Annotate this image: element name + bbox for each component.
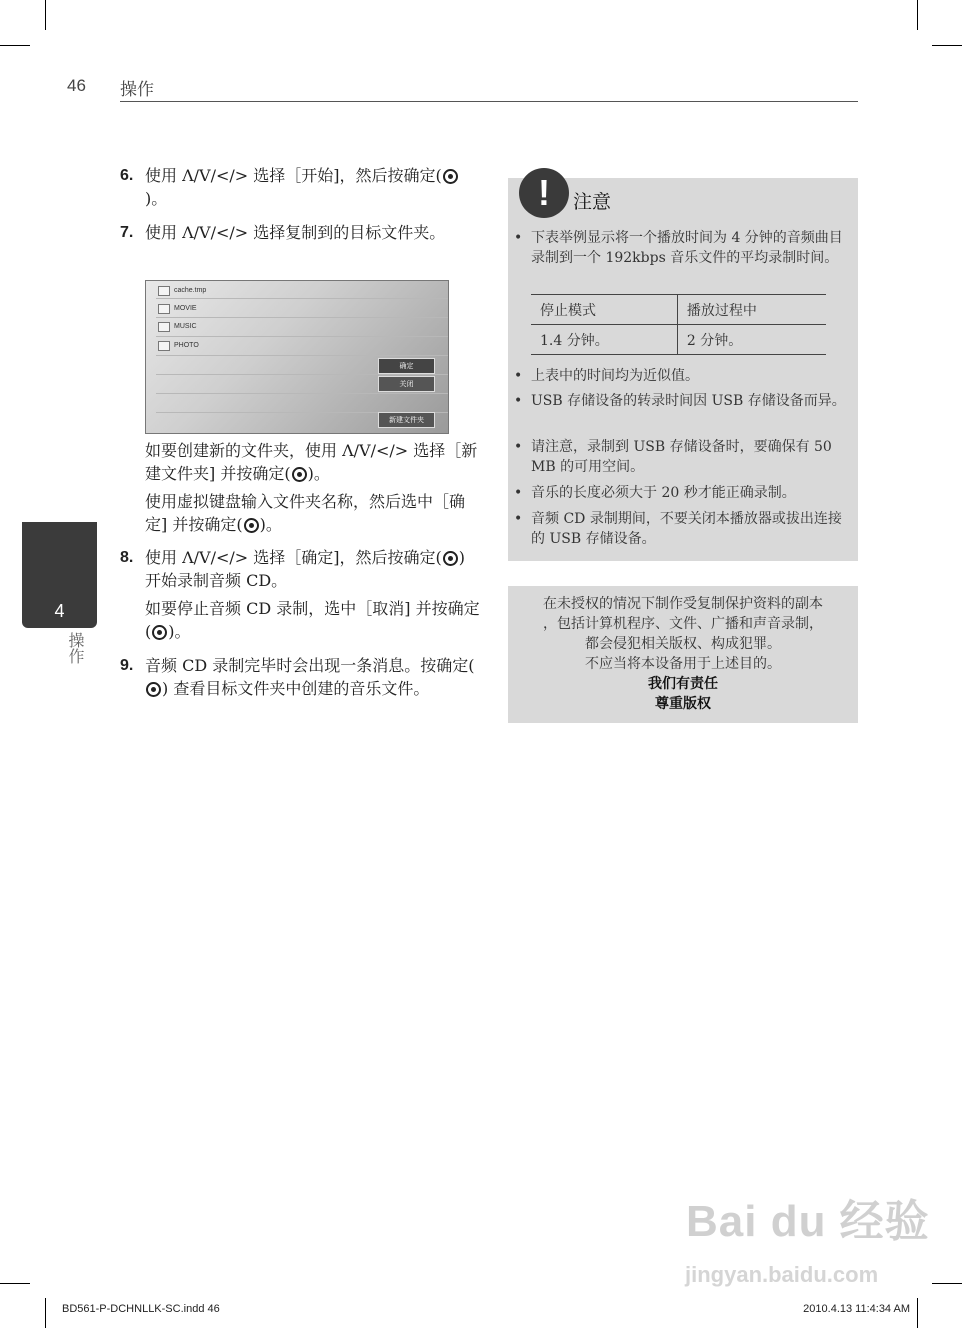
folder-name: PHOTO	[174, 342, 199, 349]
crop-mark	[917, 0, 918, 30]
step-number: 7.	[120, 224, 134, 241]
paragraph-text: 如要创建新的文件夹，使用 Λ/V/</> 选择［新建文件夹] 并按确定(	[145, 441, 478, 483]
step-number: 8.	[120, 549, 134, 566]
footer-file: BD561-P-DCHNLLK-SC.indd 46	[62, 1303, 220, 1315]
folder-name: MUSIC	[174, 323, 197, 330]
baidu-watermark-url: jingyan.baidu.com	[685, 1262, 879, 1287]
folder-browser-screenshot	[145, 280, 449, 434]
enter-icon	[443, 169, 458, 184]
crop-mark	[932, 1283, 962, 1284]
ok-button: 确定	[378, 358, 435, 374]
bullet-dot: •	[514, 230, 523, 246]
list-divider	[156, 393, 449, 394]
step-text	[145, 654, 480, 700]
crop-mark	[45, 1298, 46, 1328]
footer-datetime: 2010.4.13 11:4:34 AM	[803, 1303, 910, 1315]
copyright-line: 在未授权的情况下制作受复制保护资料的副本	[543, 596, 823, 612]
note-title: 注意	[573, 191, 612, 213]
copyright-line: ，包括计算机程序、文件、广播和声音录制，	[543, 616, 823, 632]
step-7-note	[145, 439, 480, 485]
step-text-part: 音频 CD 录制完毕时会出现一条消息。按确定(	[145, 656, 475, 675]
folder-name: cache.tmp	[174, 287, 207, 294]
step-text-part: 使用 Λ/V/</> 选择［开始]，然后按确定(	[145, 166, 442, 185]
chapter-number: 4	[54, 601, 65, 621]
copyright-line: 不应当将本设备用于上述目的。	[585, 656, 781, 672]
bullet-text: USB 存储设备的转录时间因 USB 存储设备而异。	[531, 393, 846, 409]
crop-mark	[0, 45, 30, 46]
table-header-cell: 播放过程中	[677, 295, 826, 325]
folder-icon	[158, 286, 170, 296]
baidu-watermark-logo: Bai du 经验	[686, 1197, 930, 1246]
bullet-dot: •	[514, 439, 523, 455]
crop-mark	[932, 45, 962, 46]
list-divider	[156, 317, 449, 318]
folder-name: MOVIE	[174, 305, 197, 312]
step-text: 使用 Λ/V/</> 选择复制到的目标文件夹。	[145, 223, 446, 242]
close-button: 关闭	[378, 376, 435, 392]
list-divider	[156, 298, 449, 299]
copyright-line: 都会侵犯相关版权、构成犯罪。	[585, 636, 781, 652]
chapter-tab	[22, 522, 97, 628]
enter-icon	[292, 467, 307, 482]
step-number: 6.	[120, 167, 134, 184]
bullet-text: 下表举例显示将一个播放时间为 4 分钟的音频曲目录制到一个 192kbps 音乐文件的平均录制时间。	[531, 230, 843, 266]
list-divider	[156, 355, 449, 356]
enter-icon	[244, 518, 259, 533]
copyright-notice	[508, 586, 858, 723]
paragraph-text: 如要停止音频 CD 录制，选中［取消] 并按确定(	[145, 599, 480, 641]
copyright-emphasis: 我们有责任	[648, 676, 718, 692]
step-8-note	[145, 597, 480, 643]
recording-time-table	[531, 294, 826, 355]
table-row	[531, 325, 826, 355]
exclamation-icon: !	[519, 168, 569, 218]
paragraph-text: )。	[259, 515, 282, 534]
paragraph-text: )。	[168, 622, 191, 641]
bullet-text: 音频 CD 录制期间，不要关闭本播放器或拔出连接的 USB 存储设备。	[531, 511, 842, 547]
step-number: 9.	[120, 657, 134, 674]
folder-icon	[158, 304, 170, 314]
enter-icon	[152, 625, 167, 640]
bullet-dot: •	[514, 511, 523, 527]
crop-mark	[45, 0, 46, 30]
page-number: 46	[67, 76, 86, 95]
step-7-note	[145, 490, 480, 536]
chapter-label: 操作	[66, 632, 85, 664]
step-text	[145, 164, 480, 210]
step-text-part: 使用 Λ/V/</> 选择［确定]，然后按确定(	[145, 548, 442, 567]
bullet-dot: •	[514, 393, 523, 409]
bullet-dot: •	[514, 368, 523, 384]
step-text-part: ) 开始录制音频 CD。	[145, 548, 466, 590]
table-header-row	[531, 295, 826, 325]
list-divider	[156, 374, 449, 375]
copyright-emphasis: 尊重版权	[655, 696, 711, 712]
bullet-text: 请注意，录制到 USB 存储设备时，要确保有 50 MB 的可用空间。	[531, 439, 832, 475]
list-divider	[156, 336, 449, 337]
enter-icon	[443, 551, 458, 566]
step-text-part: ) 查看目标文件夹中创建的音乐文件。	[162, 679, 430, 698]
step-text-part: )。	[145, 189, 168, 208]
paragraph-text: 使用虚拟键盘输入文件夹名称，然后选中［确定] 并按确定(	[145, 492, 466, 534]
step-text	[145, 546, 480, 592]
folder-icon	[158, 341, 170, 351]
table-cell: 1.4 分钟。	[531, 325, 677, 355]
bullet-text: 音乐的长度必须大于 20 秒才能正确录制。	[531, 485, 796, 501]
header-rule	[120, 101, 858, 102]
crop-mark	[0, 1283, 30, 1284]
bullet-text: 上表中的时间均为近似值。	[531, 368, 699, 384]
folder-icon	[158, 322, 170, 332]
crop-mark	[917, 1298, 918, 1328]
bullet-dot: •	[514, 485, 523, 501]
table-cell: 2 分钟。	[677, 325, 826, 355]
table-header-cell: 停止模式	[531, 295, 677, 325]
section-title: 操作	[120, 80, 154, 100]
paragraph-text: )。	[307, 464, 330, 483]
new-folder-button: 新建文件夹	[378, 412, 435, 428]
enter-icon	[146, 682, 161, 697]
